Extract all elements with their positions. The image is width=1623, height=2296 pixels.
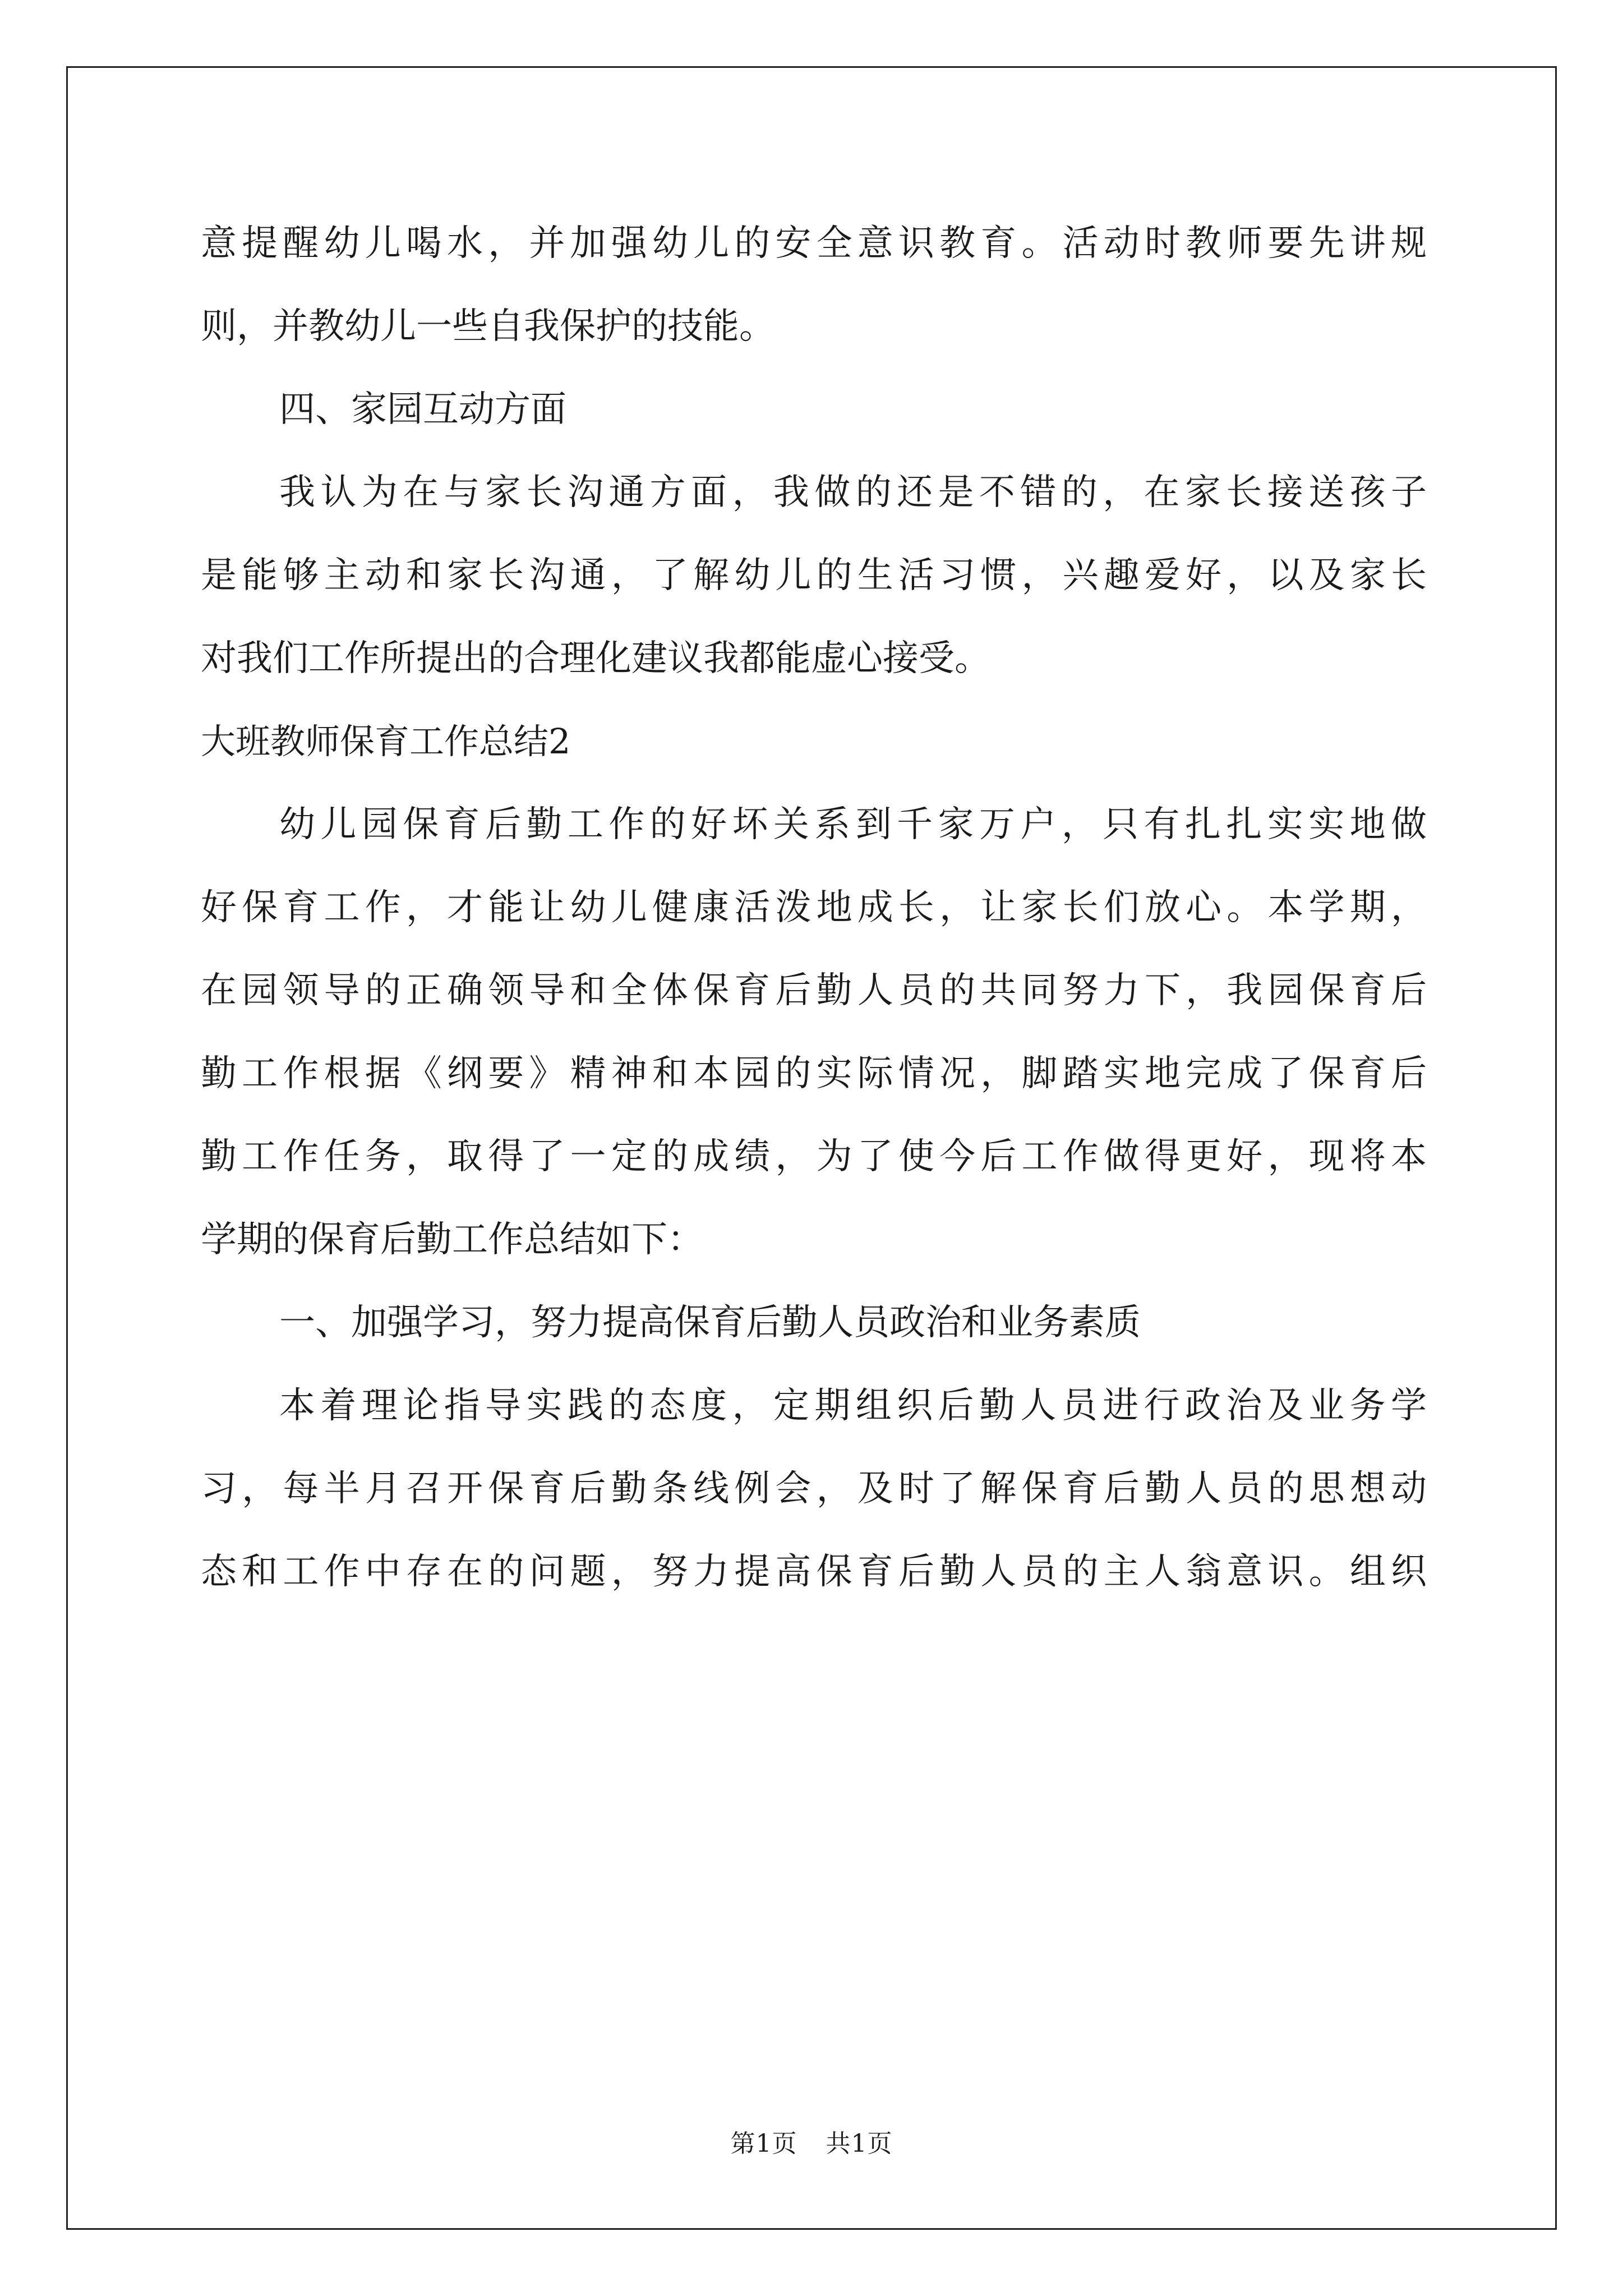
paragraph-line: 勤工作根据《纲要》精神和本园的实际情况，脚踏实地完成了保育后: [201, 1053, 1427, 1094]
section-heading: 一、加强学习，努力提高保育后勤人员政治和业务素质: [279, 1302, 1141, 1343]
paragraph-line: 在园领导的正确领导和全体保育后勤人员的共同努力下，我园保育后: [201, 970, 1427, 1011]
paragraph-line: 本着理论指导实践的态度，定期组织后勤人员进行政治及业务学: [279, 1385, 1427, 1427]
document-title: 大班教师保育工作总结2: [201, 721, 571, 762]
paragraph-line: 好保育工作，才能让幼儿健康活泼地成长，让家长们放心。本学期，: [201, 887, 1427, 928]
section-heading: 四、家园互动方面: [279, 389, 566, 430]
paragraph-line: 幼儿园保育后勤工作的好坏关系到千家万户，只有扎扎实实地做: [279, 804, 1427, 845]
paragraph-line: 勤工作任务，取得了一定的成绩，为了使今后工作做得更好，现将本: [201, 1136, 1427, 1177]
paragraph-line: 意提醒幼儿喝水，并加强幼儿的安全意识教育。活动时教师要先讲规: [201, 223, 1427, 264]
document-body: [201, 202, 1427, 1613]
paragraph-line: 我认为在与家长沟通方面，我做的还是不错的，在家长接送孩子: [279, 472, 1427, 513]
page-footer: [0, 2123, 1623, 2159]
page-number: 第1页: [730, 2129, 797, 2158]
paragraph-line: 则，并教幼儿一些自我保护的技能。: [201, 306, 775, 347]
page-total: 共1页: [826, 2129, 893, 2158]
paragraph-line: 对我们工作所提出的合理化建议我都能虚心接受。: [201, 638, 990, 679]
paragraph-line: 学期的保育后勤工作总结如下：: [201, 1219, 703, 1260]
paragraph-line: 态和工作中存在的问题，努力提高保育后勤人员的主人翁意识。组织: [201, 1551, 1427, 1593]
paragraph-line: 是能够主动和家长沟通，了解幼儿的生活习惯，兴趣爱好，以及家长: [201, 555, 1427, 596]
paragraph-line: 习，每半月召开保育后勤条线例会，及时了解保育后勤人员的思想动: [201, 1468, 1427, 1510]
